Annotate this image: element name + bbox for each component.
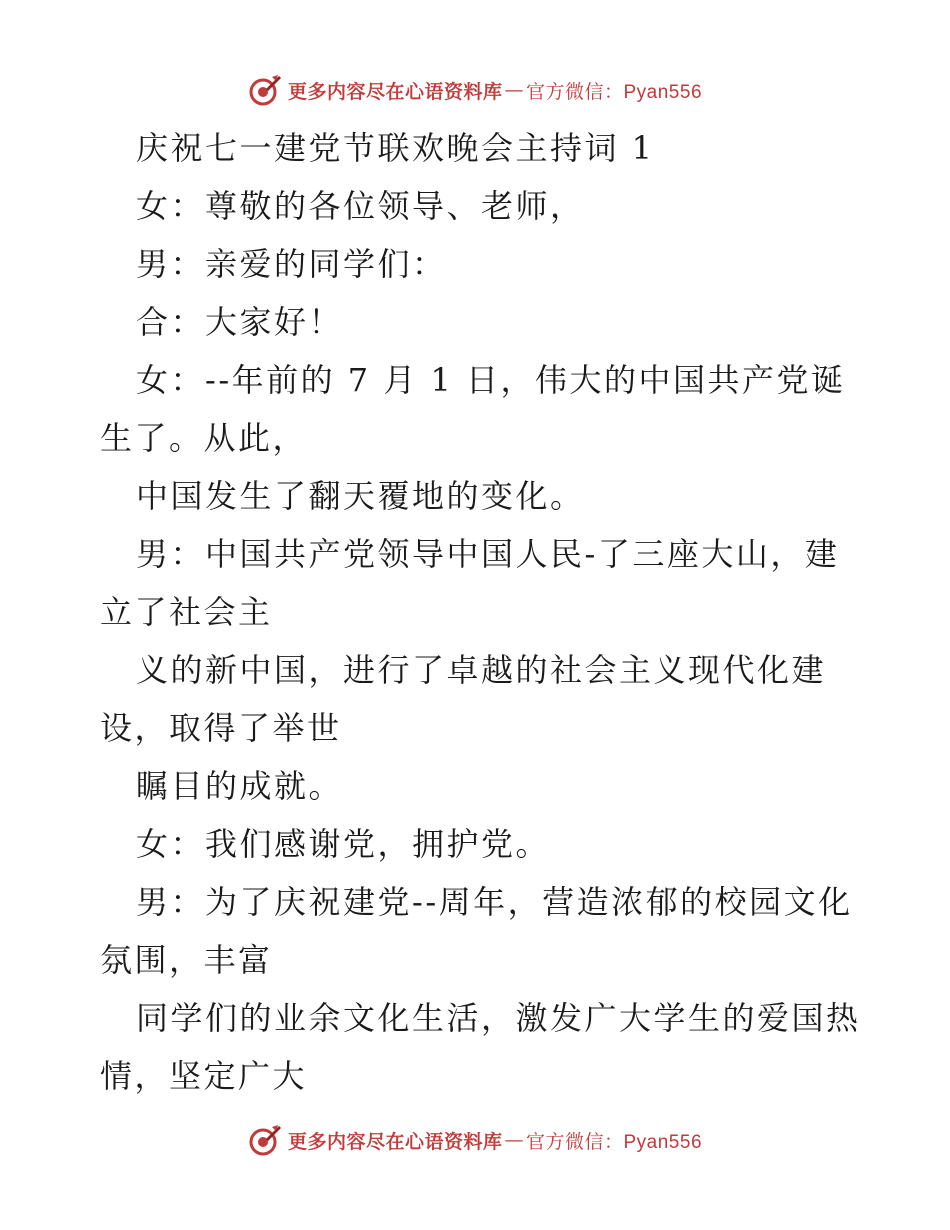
text-line: 女：我们感谢党，拥护党。 bbox=[136, 825, 551, 863]
banner-site-text: 更多内容尽在心语资料库 bbox=[287, 1130, 503, 1153]
text-line: 瞩目的成就。 bbox=[136, 767, 344, 805]
text-line: 氛围，丰富 bbox=[100, 941, 273, 979]
text-line: 生了。从此， bbox=[100, 419, 308, 457]
banner-site-text: 更多内容尽在心语资料库 bbox=[287, 80, 503, 103]
text-line: 男：亲爱的同学们： bbox=[136, 245, 447, 283]
text-line: 女：--年前的 7 月 1 日，伟大的中国共产党诞 bbox=[136, 361, 846, 399]
text-line: 同学们的业余文化生活，激发广大学生的爱国热 bbox=[136, 999, 861, 1037]
header-watermark-banner bbox=[0, 70, 950, 110]
banner-dash: — bbox=[504, 1129, 524, 1151]
document-title: 庆祝七一建党节联欢晚会主持词 1 bbox=[136, 129, 655, 167]
text-line: 中国发生了翻天覆地的变化。 bbox=[136, 477, 585, 515]
text-line: 立了社会主 bbox=[100, 593, 273, 631]
banner-wechat-text: 官方微信：Pyan556 bbox=[526, 1131, 703, 1153]
banner-wechat-text: 官方微信：Pyan556 bbox=[526, 81, 703, 103]
text-line: 女：尊敬的各位领导、老师， bbox=[136, 187, 585, 225]
text-line: 设，取得了举世 bbox=[100, 709, 342, 747]
text-line: 情，坚定广大 bbox=[100, 1057, 308, 1095]
text-line: 义的新中国，进行了卓越的社会主义现代化建 bbox=[136, 651, 827, 689]
text-line: 男：中国共产党领导中国人民-了三座大山，建 bbox=[136, 535, 840, 573]
text-line: 合：大家好！ bbox=[136, 303, 344, 341]
quill-logo-icon bbox=[248, 73, 282, 107]
quill-logo-icon bbox=[248, 1123, 282, 1157]
footer-watermark-banner bbox=[0, 1120, 950, 1160]
text-line: 男：为了庆祝建党--周年，营造浓郁的校园文化 bbox=[136, 883, 853, 921]
banner-dash: — bbox=[504, 79, 524, 101]
